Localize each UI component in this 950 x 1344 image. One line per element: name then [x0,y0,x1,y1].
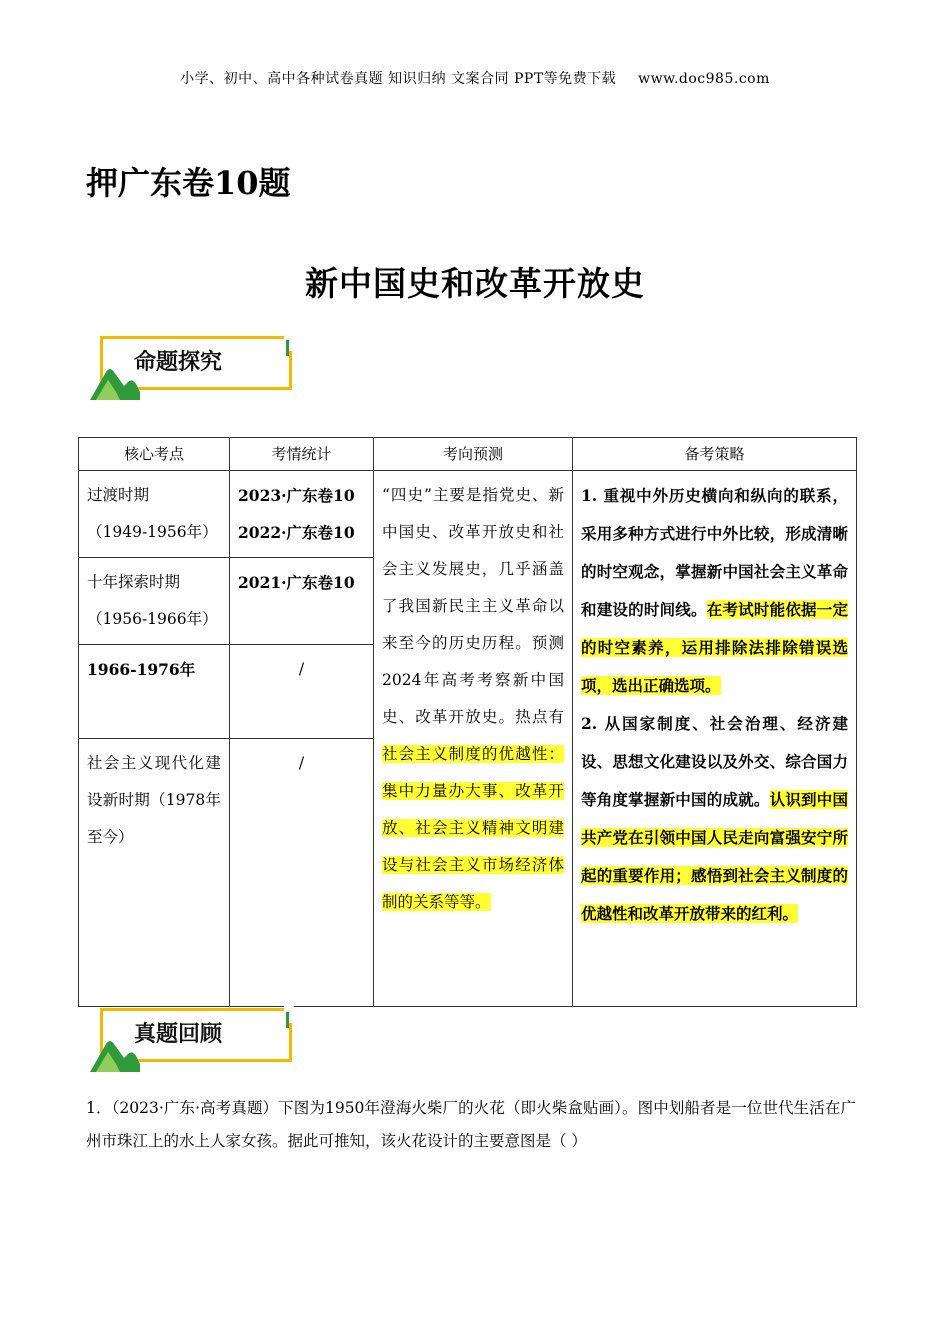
badge-accent [286,340,289,356]
core-point-line: 过渡时期 [87,486,150,504]
strategy-1-highlight: 在考试时能依据一定的时空素养，运用排除法排除错误选项，选出正确选项。 [581,600,848,695]
stats-cell [230,739,374,1007]
stats-cell [230,471,374,558]
header-forecast: 考向预测 [374,438,573,471]
exam-plan-table [78,437,857,1007]
forecast-cell [374,471,573,1007]
strategy-2-text: 2. 从国家制度、社会治理、经济建设、思想文化建设以及外交、综合国力等角度掌握新中国的成就。 [581,714,848,809]
question-text: 1．（2023·广东·高考真题）下图为1950年澄海火柴厂的火花（即火柴盒贴画）。图中划船者是一位世代生活在广州市珠江上的水上人家女孩。据此可推知，该火花设计的主要意图是（ ） [86,1099,856,1150]
core-point-cell [79,558,230,645]
stat-line: 2023·广东卷10 [238,486,355,505]
strategy-2-highlight: 认识到中国共产党在引领中国人民走向富强安宁所起的重要作用；感悟到社会主义制度的优越性和改革开放带来的红利。 [581,790,848,923]
strategy-cell [573,471,857,1007]
core-point-line: 社会主义现代化建设新时期（1978年至今） [87,754,221,846]
section-badge-explore [90,334,300,400]
table-row [79,471,857,558]
core-point-period: （1956-1966年） [87,610,218,628]
badge-accent [286,1012,289,1028]
header-url[interactable]: www.doc985.com [638,71,770,87]
doc-title-number: 10 [214,164,259,202]
section-label-explore: 命题探究 [134,350,223,375]
forecast-highlight: 社会主义制度的优越性：集中力量办大事、改革开放、社会主义精神文明建设与社会主义市场经济体制的关系等等。 [382,745,564,911]
stat-line: / [298,660,305,678]
strategy-1-text: 1. 重视中外历史横向和纵向的联系，采用多种方式进行中外比较，形成清晰的时空观念，掌握新中国社会主义革命和建设的时间线。 [581,486,848,619]
section-badge-review [90,1006,300,1072]
hills-icon [90,364,140,400]
core-point-line: 1966-1976年 [87,660,196,679]
doc-title-prefix: 押广东卷 [86,164,215,202]
header-core-point: 核心考点 [79,438,230,471]
page-header [0,68,950,88]
doc-title-suffix: 题 [258,164,291,202]
stat-line: / [298,754,305,772]
table-header-row [79,438,857,471]
core-point-cell [79,645,230,739]
main-title: 新中国史和改革开放史 [305,264,645,303]
header-text: 小学、初中、高中各种试卷真题 知识归纳 文案合同 PPT等免费下载 [180,71,617,87]
core-point-line: 十年探索时期 [87,573,181,591]
core-point-cell [79,739,230,1007]
stats-cell [230,558,374,645]
core-point-cell [79,471,230,558]
stats-cell [230,645,374,739]
stat-line: 2021·广东卷10 [238,573,355,592]
core-point-period: （1949-1956年） [87,523,218,541]
header-stats: 考情统计 [230,438,374,471]
hills-icon [90,1036,140,1072]
forecast-text: “四史”主要是指党史、新中国史、改革开放史和社会主义发展史，几乎涵盖了我国新民主主义革命以来至今的历史历程。预测2024年高考考察新中国史、改革开放史。热点有 [382,486,564,726]
doc-title [86,158,291,204]
header-strategy: 备考策略 [573,438,857,471]
stat-line: 2022·广东卷10 [238,523,355,542]
section-label-review: 真题回顾 [134,1022,223,1047]
